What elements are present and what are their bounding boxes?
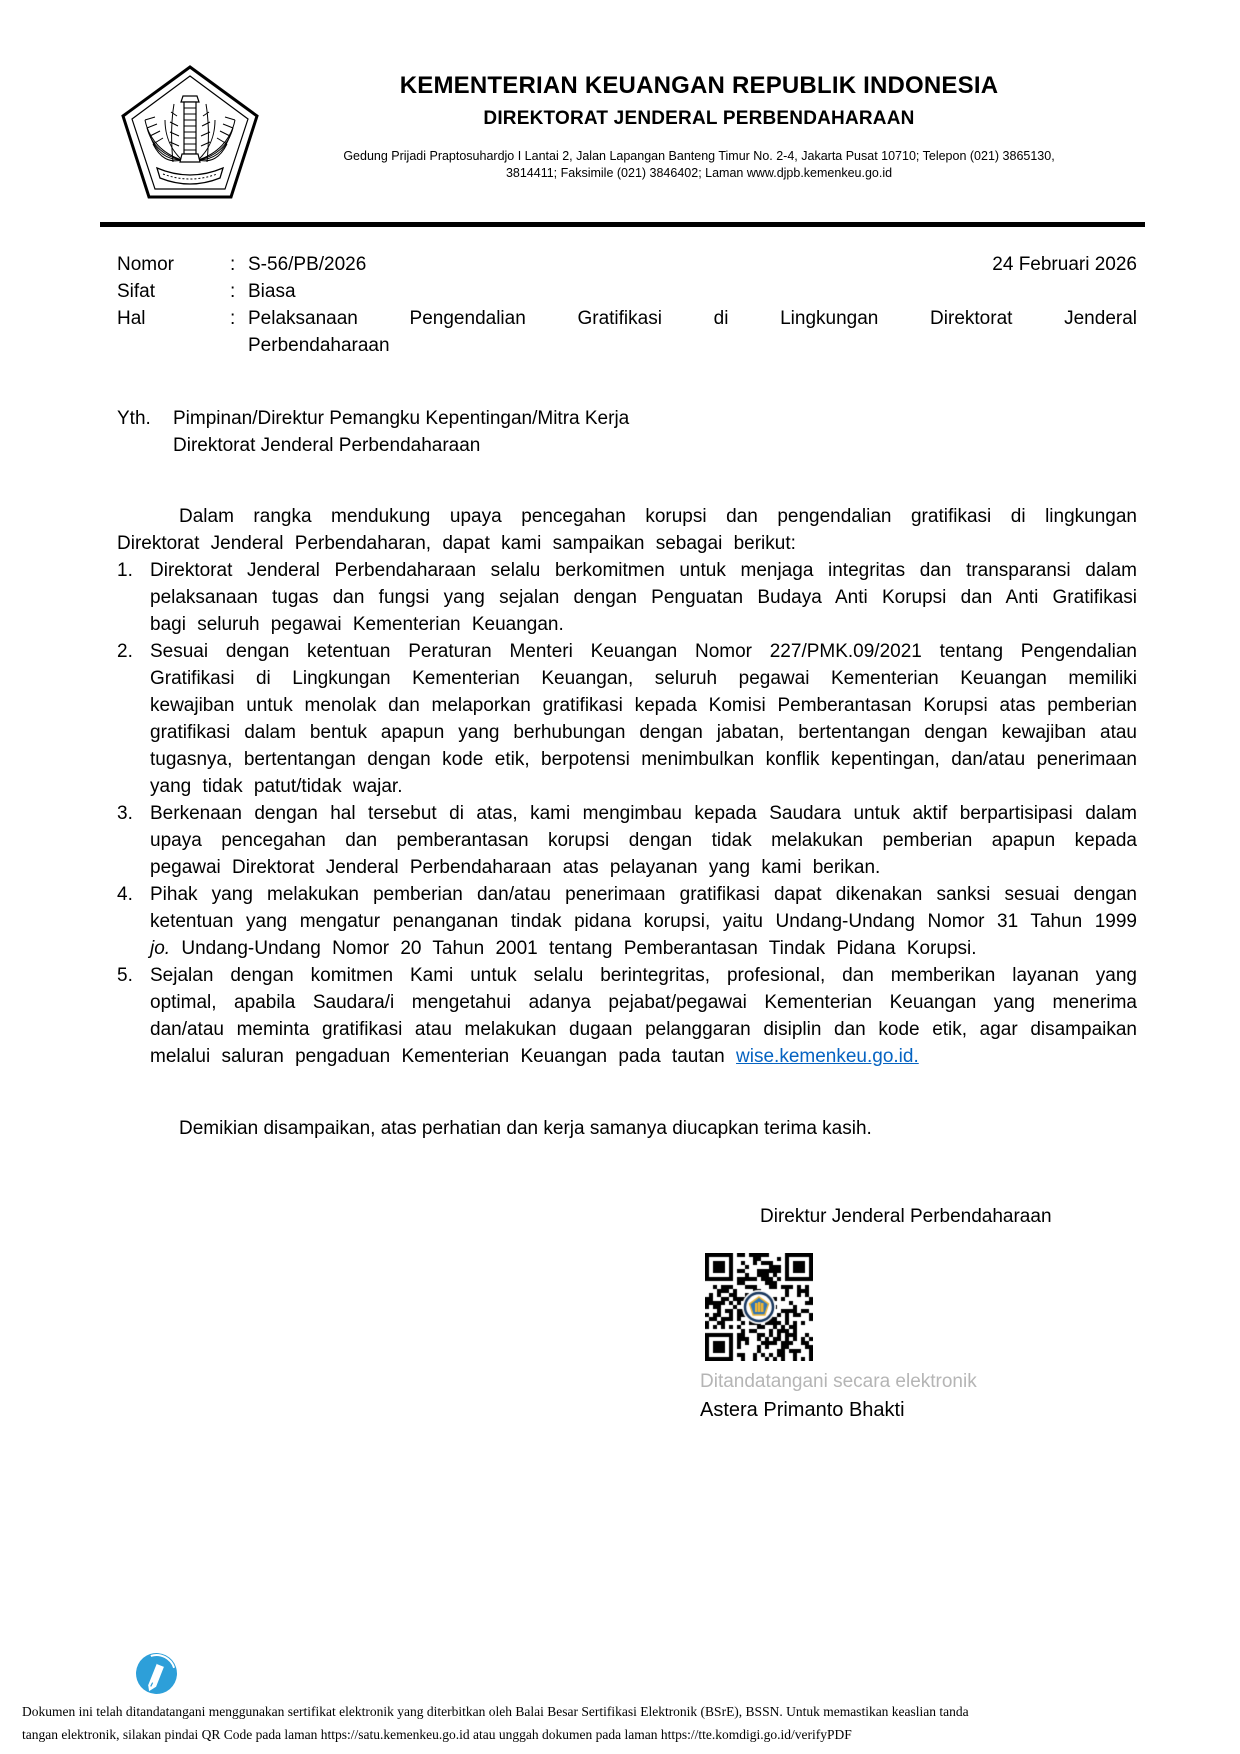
opening-paragraph: Dalam rangka mendukung upaya pencegahan korupsi dan pengendalian gratifikasi di lingkungan Direktorat Jenderal Perbendaharan, dapat kami sampaikan sebagai berikut: (117, 506, 1137, 554)
letterhead-text (261, 62, 1137, 182)
kemenkeu-logo-icon (119, 62, 261, 212)
hal-colon: : (230, 308, 236, 329)
hal-value (248, 305, 1137, 359)
list-item (117, 800, 1137, 881)
closing-paragraph: Demikian disampaikan, atas perhatian dan kerja samanya diucapkan terima kasih. (179, 1118, 872, 1139)
item-number: 2. (117, 641, 133, 662)
hal-value-line-1: Pelaksanaan Pengendalian Gratifikasi di Lingkungan Direktorat Jenderal (248, 308, 1137, 329)
letterhead (117, 62, 1137, 212)
jo-italic: jo. (150, 938, 171, 959)
item-text: Direktorat Jenderal Perbendaharaan selalu berkomitmen untuk menjaga integritas dan transparansi dalam pelaksanaan tugas dan fungsi yang sejalan dengan Penguatan Budaya Anti Korupsi dan Anti Gratifikasi bagi seluruh pegawai Kementerian Keuangan. (150, 560, 1137, 635)
item-text-post: Undang-Undang Nomor 20 Tahun 2001 tentang Pemberantasan Tindak Pidana Korupsi. (170, 938, 977, 959)
sifat-colon: : (230, 281, 236, 302)
salutation: Yth. (117, 408, 151, 429)
numbered-list (117, 557, 1137, 1070)
sifat-value: Biasa (248, 281, 296, 302)
list-item (117, 962, 1137, 1070)
sifat-label: Sifat (117, 281, 156, 302)
item-text (150, 962, 1137, 1070)
footer-line-2: tangan elektronik, silakan pindai QR Code pada laman https://satu.kemenkeu.go.id atau unggah dokumen pada laman https://tte.komdigi.go.id/verifyPDF (22, 1727, 852, 1742)
item-text (150, 881, 1137, 962)
item-number: 5. (117, 965, 133, 986)
directorate-name: DIREKTORAT JENDERAL PERBENDAHARAAN (483, 108, 915, 129)
nomor-colon: : (230, 254, 236, 275)
recipient-line-1: Pimpinan/Direktur Pemangku Kepentingan/Mitra Kerja (173, 408, 630, 429)
letter-date: 24 Februari 2026 (992, 254, 1137, 275)
sifat-row (117, 278, 1137, 305)
item-number: 3. (117, 803, 133, 824)
item-number: 4. (117, 884, 133, 905)
signer-title: Direktur Jenderal Perbendaharaan (760, 1206, 1052, 1227)
qr-code (705, 1253, 813, 1361)
esign-note: Ditandatangani secara elektronik (700, 1371, 977, 1392)
footer-line-1: Dokumen ini telah ditandatangani menggunakan sertifikat elektronik yang diterbitkan oleh Balai Besar Sertifikasi Elektronik (BSrE), BSSN. Untuk memastikan keaslian tanda (22, 1704, 969, 1719)
footer-note (0, 1700, 1240, 1746)
list-item (117, 557, 1137, 638)
nomor-value: S-56/PB/2026 (248, 254, 367, 275)
bsre-logo (133, 1650, 180, 1697)
signature-block (700, 1204, 1137, 1423)
office-address (261, 148, 1137, 182)
kemenkeu-logo (119, 62, 261, 212)
recipient-lines (173, 405, 629, 459)
letterhead-divider (100, 222, 1145, 227)
item-number: 1. (117, 560, 133, 581)
letter-body (117, 503, 1137, 1142)
ministry-name: KEMENTERIAN KEUANGAN REPUBLIK INDONESIA (399, 72, 999, 99)
list-item (117, 881, 1137, 962)
recipient-line-2: Direktorat Jenderal Perbendaharaan (173, 435, 481, 456)
address-line-2: 3814411; Faksimile (021) 3846402; Laman www.djpb.kemenkeu.go.id (505, 166, 893, 180)
address-line-1: Gedung Prijadi Praptosuhardjo I Lantai 2, Jalan Lapangan Banteng Timur No. 2-4, Jakarta Pusat 10710; Telepon (021) 3865130, (343, 149, 1055, 163)
letter-meta (117, 251, 1137, 359)
wise-kemenkeu-link[interactable]: wise.kemenkeu.go.id. (736, 1046, 919, 1067)
hal-value-line-2: Perbendaharaan (248, 335, 390, 356)
nomor-label: Nomor (117, 254, 175, 275)
nomor-row (117, 251, 1137, 278)
bsre-pen-icon (133, 1650, 180, 1697)
recipient-block (117, 405, 1137, 459)
hal-label: Hal (117, 308, 146, 329)
hal-row (117, 305, 1137, 359)
item-text-pre: Pihak yang melakukan pemberian dan/atau penerimaan gratifikasi dapat dikenakan sanksi sesuai dengan ketentuan yang mengatur penanganan tindak pidana korupsi, yaitu Undang-Undang Nomor 31 Tahun 1999 (150, 884, 1137, 932)
item-text: Sesuai dengan ketentuan Peraturan Menteri Keuangan Nomor 227/PMK.09/2021 tentang Pengendalian Gratifikasi di Lingkungan Kementerian Keuangan, seluruh pegawai Kementerian Keuangan memiliki kewajiban untuk menolak dan melaporkan gratifikasi kepada Komisi Pemberantasan Korupsi atas pemberian gratifikasi dalam bentuk apapun yang berhubungan dengan jabatan, bertentangan dengan kewajiban atau tugasnya, bertentangan dengan kode etik, berpotensi menimbulkan konflik kepentingan, dan/atau penerimaan yang tidak patut/tidak wajar. (150, 641, 1137, 797)
signer-name: Astera Primanto Bhakti (700, 1399, 905, 1421)
item-text: Berkenaan dengan hal tersebut di atas, kami mengimbau kepada Saudara untuk aktif berpartisipasi dalam upaya pencegahan dan pemberantasan korupsi dengan tidak melakukan pemberian apapun kepada pegawai Direktorat Jenderal Perbendaharaan atas pelayanan yang kami berikan. (150, 803, 1137, 878)
list-item (117, 638, 1137, 800)
item-text-pre: Sejalan dengan komitmen Kami untuk selalu berintegritas, profesional, dan memberikan layanan yang optimal, apabila Saudara/i mengetahui adanya pejabat/pegawai Kementerian Keuangan yang menerima dan/atau meminta gratifikasi atau melakukan dugaan pelanggaran disiplin dan kode etik, agar disampaikan melalui saluran pengaduan Kementerian Keuangan pada tautan (150, 965, 1137, 1067)
